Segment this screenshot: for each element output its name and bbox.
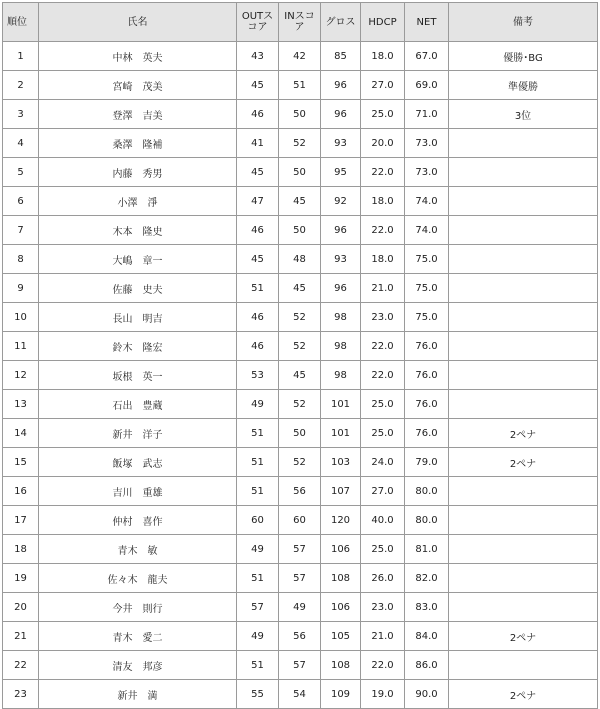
hdcp-cell: 22.0 <box>361 158 405 187</box>
name-cell: 仲村 喜作 <box>39 506 237 535</box>
net-cell: 81.0 <box>405 535 449 564</box>
out-score-cell: 57 <box>237 593 279 622</box>
gross-cell: 120 <box>321 506 361 535</box>
table-row <box>3 303 598 332</box>
table-row <box>3 274 598 303</box>
name-cell: 長山 明吉 <box>39 303 237 332</box>
hdcp-cell: 27.0 <box>361 477 405 506</box>
gross-cell: 98 <box>321 332 361 361</box>
in-score-cell: 52 <box>279 303 321 332</box>
out-score-cell: 49 <box>237 390 279 419</box>
in-score-cell: 57 <box>279 651 321 680</box>
in-score-cell: 52 <box>279 129 321 158</box>
gross-cell: 103 <box>321 448 361 477</box>
note-cell <box>449 129 598 158</box>
hdcp-cell: 23.0 <box>361 593 405 622</box>
header-hdcp: HDCP <box>361 3 405 42</box>
table-row <box>3 187 598 216</box>
table-row <box>3 332 598 361</box>
in-score-cell: 45 <box>279 187 321 216</box>
hdcp-cell: 25.0 <box>361 100 405 129</box>
hdcp-cell: 22.0 <box>361 651 405 680</box>
hdcp-cell: 27.0 <box>361 71 405 100</box>
rank-cell: 12 <box>3 361 39 390</box>
gross-cell: 106 <box>321 593 361 622</box>
net-cell: 80.0 <box>405 477 449 506</box>
net-cell: 84.0 <box>405 622 449 651</box>
name-cell: 大嶋 章一 <box>39 245 237 274</box>
table-row <box>3 129 598 158</box>
out-score-cell: 46 <box>237 332 279 361</box>
gross-cell: 105 <box>321 622 361 651</box>
note-cell <box>449 564 598 593</box>
hdcp-cell: 26.0 <box>361 564 405 593</box>
out-score-cell: 51 <box>237 274 279 303</box>
net-cell: 67.0 <box>405 42 449 71</box>
out-score-cell: 45 <box>237 71 279 100</box>
table-row <box>3 390 598 419</box>
out-score-cell: 49 <box>237 622 279 651</box>
rank-cell: 19 <box>3 564 39 593</box>
in-score-cell: 49 <box>279 593 321 622</box>
in-score-cell: 60 <box>279 506 321 535</box>
in-score-cell: 51 <box>279 71 321 100</box>
out-score-cell: 47 <box>237 187 279 216</box>
table-row <box>3 361 598 390</box>
rank-cell: 18 <box>3 535 39 564</box>
net-cell: 69.0 <box>405 71 449 100</box>
rank-cell: 21 <box>3 622 39 651</box>
in-score-cell: 48 <box>279 245 321 274</box>
rank-cell: 15 <box>3 448 39 477</box>
in-score-cell: 45 <box>279 361 321 390</box>
header-rank: 順位 <box>3 3 39 42</box>
out-score-cell: 43 <box>237 42 279 71</box>
out-score-cell: 53 <box>237 361 279 390</box>
in-score-cell: 56 <box>279 622 321 651</box>
net-cell: 90.0 <box>405 680 449 709</box>
note-cell <box>449 158 598 187</box>
in-score-cell: 42 <box>279 42 321 71</box>
note-cell <box>449 477 598 506</box>
table-row <box>3 680 598 709</box>
name-cell: 坂根 英一 <box>39 361 237 390</box>
out-score-cell: 45 <box>237 158 279 187</box>
note-cell <box>449 593 598 622</box>
table-row <box>3 535 598 564</box>
out-score-cell: 46 <box>237 100 279 129</box>
out-score-cell: 51 <box>237 651 279 680</box>
hdcp-cell: 24.0 <box>361 448 405 477</box>
rank-cell: 10 <box>3 303 39 332</box>
hdcp-cell: 18.0 <box>361 187 405 216</box>
note-cell <box>449 506 598 535</box>
out-score-cell: 51 <box>237 477 279 506</box>
in-score-cell: 50 <box>279 158 321 187</box>
hdcp-cell: 21.0 <box>361 622 405 651</box>
gross-cell: 109 <box>321 680 361 709</box>
rank-cell: 9 <box>3 274 39 303</box>
gross-cell: 98 <box>321 361 361 390</box>
out-score-cell: 55 <box>237 680 279 709</box>
out-score-cell: 60 <box>237 506 279 535</box>
hdcp-cell: 22.0 <box>361 216 405 245</box>
in-score-cell: 50 <box>279 100 321 129</box>
out-score-cell: 46 <box>237 216 279 245</box>
rank-cell: 14 <box>3 419 39 448</box>
note-cell <box>449 361 598 390</box>
out-score-cell: 45 <box>237 245 279 274</box>
rank-cell: 13 <box>3 390 39 419</box>
name-cell: 佐藤 史夫 <box>39 274 237 303</box>
table-row <box>3 42 598 71</box>
note-cell: 優勝･BG <box>449 42 598 71</box>
rank-cell: 6 <box>3 187 39 216</box>
name-cell: 木本 隆史 <box>39 216 237 245</box>
hdcp-cell: 18.0 <box>361 245 405 274</box>
net-cell: 80.0 <box>405 506 449 535</box>
note-cell <box>449 303 598 332</box>
table-row <box>3 448 598 477</box>
net-cell: 73.0 <box>405 158 449 187</box>
name-cell: 今井 則行 <box>39 593 237 622</box>
table-row <box>3 216 598 245</box>
rank-cell: 7 <box>3 216 39 245</box>
rank-cell: 2 <box>3 71 39 100</box>
note-cell: 2ペナ <box>449 622 598 651</box>
gross-cell: 96 <box>321 100 361 129</box>
name-cell: 青木 敏 <box>39 535 237 564</box>
table-row <box>3 419 598 448</box>
table-row <box>3 158 598 187</box>
out-score-cell: 46 <box>237 303 279 332</box>
net-cell: 79.0 <box>405 448 449 477</box>
note-cell <box>449 245 598 274</box>
name-cell: 桑澤 隆補 <box>39 129 237 158</box>
note-cell <box>449 651 598 680</box>
gross-cell: 101 <box>321 419 361 448</box>
name-cell: 鈴木 隆宏 <box>39 332 237 361</box>
header-net: NET <box>405 3 449 42</box>
note-cell <box>449 535 598 564</box>
name-cell: 清友 邦彦 <box>39 651 237 680</box>
out-score-cell: 51 <box>237 419 279 448</box>
name-cell: 宮崎 茂美 <box>39 71 237 100</box>
table-row <box>3 100 598 129</box>
in-score-cell: 54 <box>279 680 321 709</box>
in-score-cell: 50 <box>279 216 321 245</box>
gross-cell: 96 <box>321 274 361 303</box>
rank-cell: 3 <box>3 100 39 129</box>
gross-cell: 106 <box>321 535 361 564</box>
in-score-cell: 50 <box>279 419 321 448</box>
rank-cell: 8 <box>3 245 39 274</box>
table-row <box>3 245 598 274</box>
net-cell: 76.0 <box>405 419 449 448</box>
in-score-cell: 57 <box>279 535 321 564</box>
out-score-cell: 51 <box>237 448 279 477</box>
note-cell <box>449 390 598 419</box>
in-score-cell: 56 <box>279 477 321 506</box>
hdcp-cell: 21.0 <box>361 274 405 303</box>
hdcp-cell: 22.0 <box>361 332 405 361</box>
name-cell: 飯塚 武志 <box>39 448 237 477</box>
out-score-cell: 41 <box>237 129 279 158</box>
gross-cell: 95 <box>321 158 361 187</box>
rank-cell: 17 <box>3 506 39 535</box>
net-cell: 74.0 <box>405 216 449 245</box>
rank-cell: 4 <box>3 129 39 158</box>
gross-cell: 107 <box>321 477 361 506</box>
hdcp-cell: 23.0 <box>361 303 405 332</box>
note-cell: 準優勝 <box>449 71 598 100</box>
hdcp-cell: 18.0 <box>361 42 405 71</box>
header-in-score: INスコア <box>279 3 321 42</box>
table-row <box>3 622 598 651</box>
hdcp-cell: 19.0 <box>361 680 405 709</box>
results-table <box>2 2 598 709</box>
hdcp-cell: 25.0 <box>361 535 405 564</box>
header-out-score: OUTスコア <box>237 3 279 42</box>
note-cell: 2ペナ <box>449 419 598 448</box>
name-cell: 中林 英夫 <box>39 42 237 71</box>
header-row <box>3 3 598 42</box>
rank-cell: 5 <box>3 158 39 187</box>
rank-cell: 20 <box>3 593 39 622</box>
note-cell <box>449 216 598 245</box>
name-cell: 内藤 秀男 <box>39 158 237 187</box>
name-cell: 吉川 重雄 <box>39 477 237 506</box>
name-cell: 青木 愛二 <box>39 622 237 651</box>
gross-cell: 85 <box>321 42 361 71</box>
net-cell: 74.0 <box>405 187 449 216</box>
hdcp-cell: 25.0 <box>361 390 405 419</box>
header-gross: グロス <box>321 3 361 42</box>
table-row <box>3 477 598 506</box>
rank-cell: 11 <box>3 332 39 361</box>
in-score-cell: 52 <box>279 332 321 361</box>
out-score-cell: 51 <box>237 564 279 593</box>
gross-cell: 96 <box>321 216 361 245</box>
note-cell <box>449 332 598 361</box>
gross-cell: 98 <box>321 303 361 332</box>
name-cell: 新井 満 <box>39 680 237 709</box>
name-cell: 新井 洋子 <box>39 419 237 448</box>
note-cell <box>449 187 598 216</box>
rank-cell: 1 <box>3 42 39 71</box>
rank-cell: 16 <box>3 477 39 506</box>
table-row <box>3 71 598 100</box>
rank-cell: 22 <box>3 651 39 680</box>
net-cell: 82.0 <box>405 564 449 593</box>
net-cell: 83.0 <box>405 593 449 622</box>
gross-cell: 108 <box>321 651 361 680</box>
note-cell <box>449 274 598 303</box>
hdcp-cell: 25.0 <box>361 419 405 448</box>
header-note: 備考 <box>449 3 598 42</box>
name-cell: 石出 豊蔵 <box>39 390 237 419</box>
name-cell: 登澤 吉美 <box>39 100 237 129</box>
note-cell: 3位 <box>449 100 598 129</box>
net-cell: 75.0 <box>405 274 449 303</box>
in-score-cell: 52 <box>279 390 321 419</box>
net-cell: 76.0 <box>405 390 449 419</box>
gross-cell: 108 <box>321 564 361 593</box>
note-cell: 2ペナ <box>449 680 598 709</box>
name-cell: 佐々木 龍夫 <box>39 564 237 593</box>
net-cell: 76.0 <box>405 361 449 390</box>
header-name: 氏名 <box>39 3 237 42</box>
in-score-cell: 52 <box>279 448 321 477</box>
in-score-cell: 57 <box>279 564 321 593</box>
rank-cell: 23 <box>3 680 39 709</box>
gross-cell: 93 <box>321 129 361 158</box>
gross-cell: 101 <box>321 390 361 419</box>
gross-cell: 92 <box>321 187 361 216</box>
hdcp-cell: 22.0 <box>361 361 405 390</box>
out-score-cell: 49 <box>237 535 279 564</box>
table-row <box>3 651 598 680</box>
net-cell: 86.0 <box>405 651 449 680</box>
gross-cell: 96 <box>321 71 361 100</box>
table-row <box>3 506 598 535</box>
table-row <box>3 593 598 622</box>
hdcp-cell: 40.0 <box>361 506 405 535</box>
net-cell: 76.0 <box>405 332 449 361</box>
note-cell: 2ペナ <box>449 448 598 477</box>
net-cell: 73.0 <box>405 129 449 158</box>
net-cell: 75.0 <box>405 245 449 274</box>
net-cell: 75.0 <box>405 303 449 332</box>
table-row <box>3 564 598 593</box>
in-score-cell: 45 <box>279 274 321 303</box>
name-cell: 小澤 淨 <box>39 187 237 216</box>
gross-cell: 93 <box>321 245 361 274</box>
hdcp-cell: 20.0 <box>361 129 405 158</box>
net-cell: 71.0 <box>405 100 449 129</box>
